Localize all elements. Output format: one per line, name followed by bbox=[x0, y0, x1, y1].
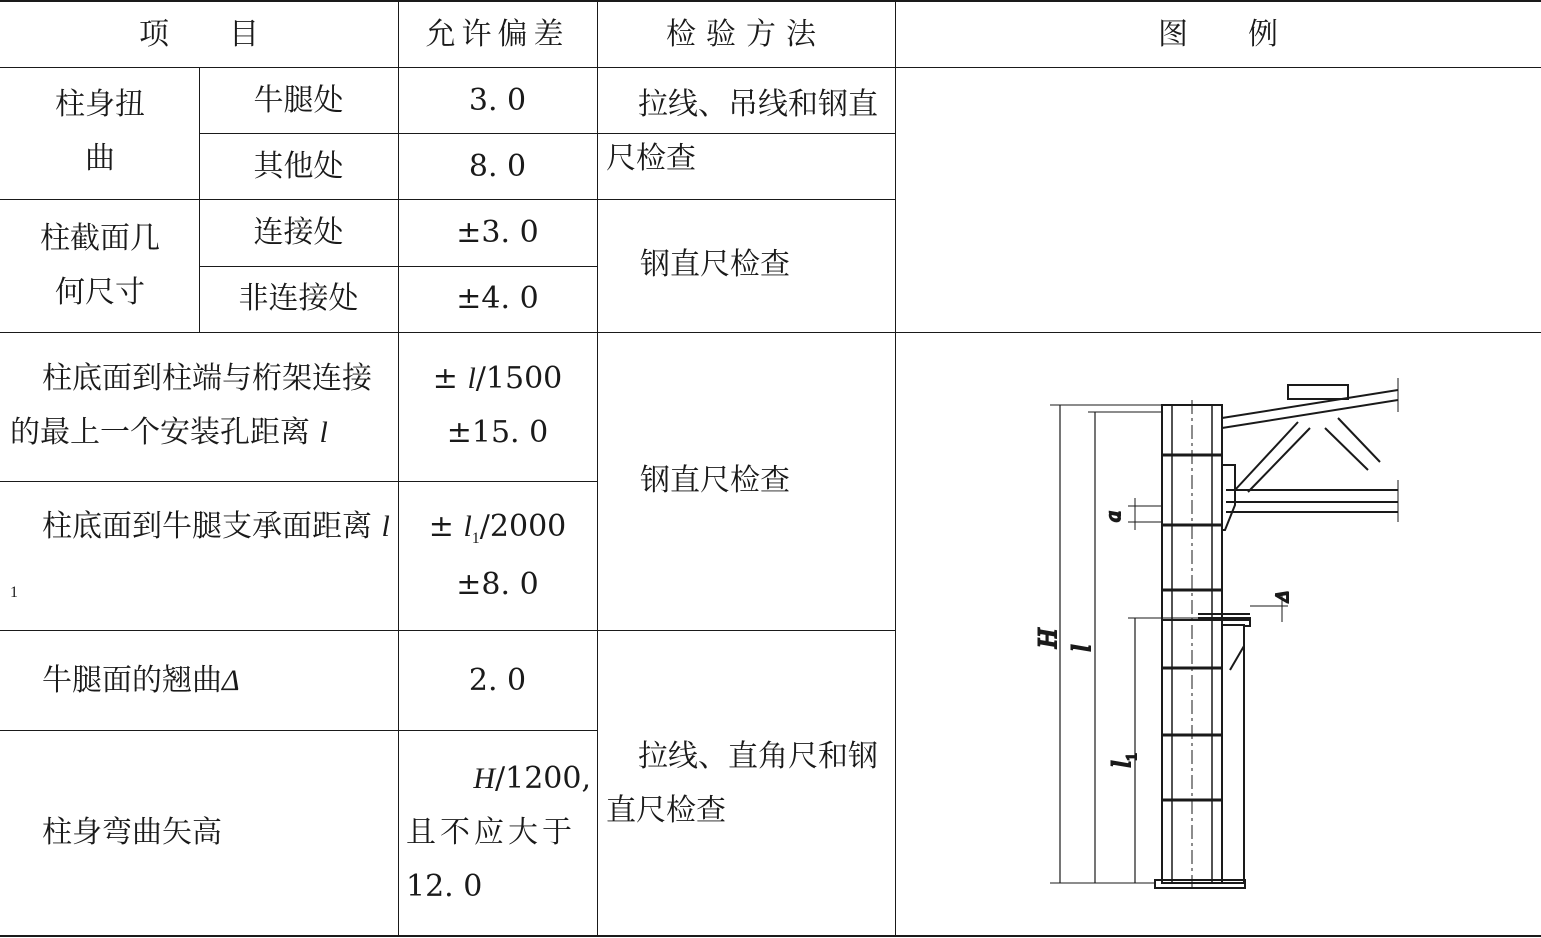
method-text: 钢直尺检查 bbox=[640, 463, 790, 498]
tolerance-value: ±4. 0 bbox=[456, 281, 539, 316]
row-label-twist: 柱身扭曲 bbox=[55, 87, 145, 176]
row-label-truss-hole: 柱底面到柱端与桁架连接的最上一个安装孔距离 l bbox=[10, 361, 372, 450]
label-l1: $l_1$ bbox=[1107, 753, 1140, 768]
tolerance-value: 8. 0 bbox=[468, 149, 527, 184]
row-label-section: 柱截面几何尺寸 bbox=[40, 221, 160, 310]
col-rule bbox=[895, 0, 896, 937]
row-rule bbox=[0, 481, 597, 482]
header-figure: 图 例 bbox=[1158, 17, 1278, 52]
method-text: 拉线、直角尺和钢直尺检查 bbox=[606, 739, 878, 828]
row-rule bbox=[0, 199, 896, 200]
tolerance-value: 且不应大于 bbox=[406, 815, 576, 850]
method-text: 拉线、吊线和钢直尺检查 bbox=[606, 87, 878, 176]
tolerance-value: H/1200, bbox=[473, 761, 591, 796]
sub-label: 牛腿处 bbox=[253, 83, 344, 118]
tolerance-value: 3. 0 bbox=[468, 83, 527, 118]
header-tolerance: 允许偏差 bbox=[425, 17, 570, 52]
header-rule bbox=[0, 67, 1541, 68]
tolerance-value: ± $l_1/2000$ bbox=[428, 509, 567, 547]
header-method: 检验方法 bbox=[666, 17, 826, 52]
row-label-bracket-warp: 牛腿面的翘曲Δ bbox=[42, 663, 240, 698]
label-l: l bbox=[1067, 644, 1096, 652]
tolerance-value: ±8. 0 bbox=[456, 567, 539, 602]
label-delta: Δ bbox=[1272, 591, 1292, 602]
tolerance-value: ±15. 0 bbox=[446, 415, 549, 450]
tolerance-value: 2. 0 bbox=[468, 663, 527, 698]
header-item: 项 目 bbox=[139, 17, 259, 52]
row-rule bbox=[0, 630, 896, 631]
row-label-bend: 柱身弯曲矢高 bbox=[42, 815, 222, 850]
tolerance-value: ± l/1500 bbox=[432, 361, 563, 396]
col-rule bbox=[597, 0, 598, 937]
label-a: a bbox=[1100, 511, 1125, 522]
tolerance-value: ±3. 0 bbox=[456, 215, 539, 250]
label-H: H bbox=[1033, 629, 1062, 648]
row-rule bbox=[0, 730, 597, 731]
sub-label: 连接处 bbox=[253, 215, 344, 250]
sub-label: 非连接处 bbox=[238, 281, 359, 316]
tolerance-value: 12. 0 bbox=[406, 869, 483, 904]
row-rule bbox=[0, 332, 1541, 333]
row-label-bracket-dist: 柱底面到牛腿支承面距离 $l_1$ bbox=[10, 509, 390, 601]
top-rule bbox=[0, 0, 1541, 2]
sub-label: 其他处 bbox=[253, 149, 344, 184]
method-text: 钢直尺检查 bbox=[640, 247, 790, 282]
column-diagram bbox=[1020, 370, 1420, 900]
bottom-rule bbox=[0, 935, 1541, 937]
